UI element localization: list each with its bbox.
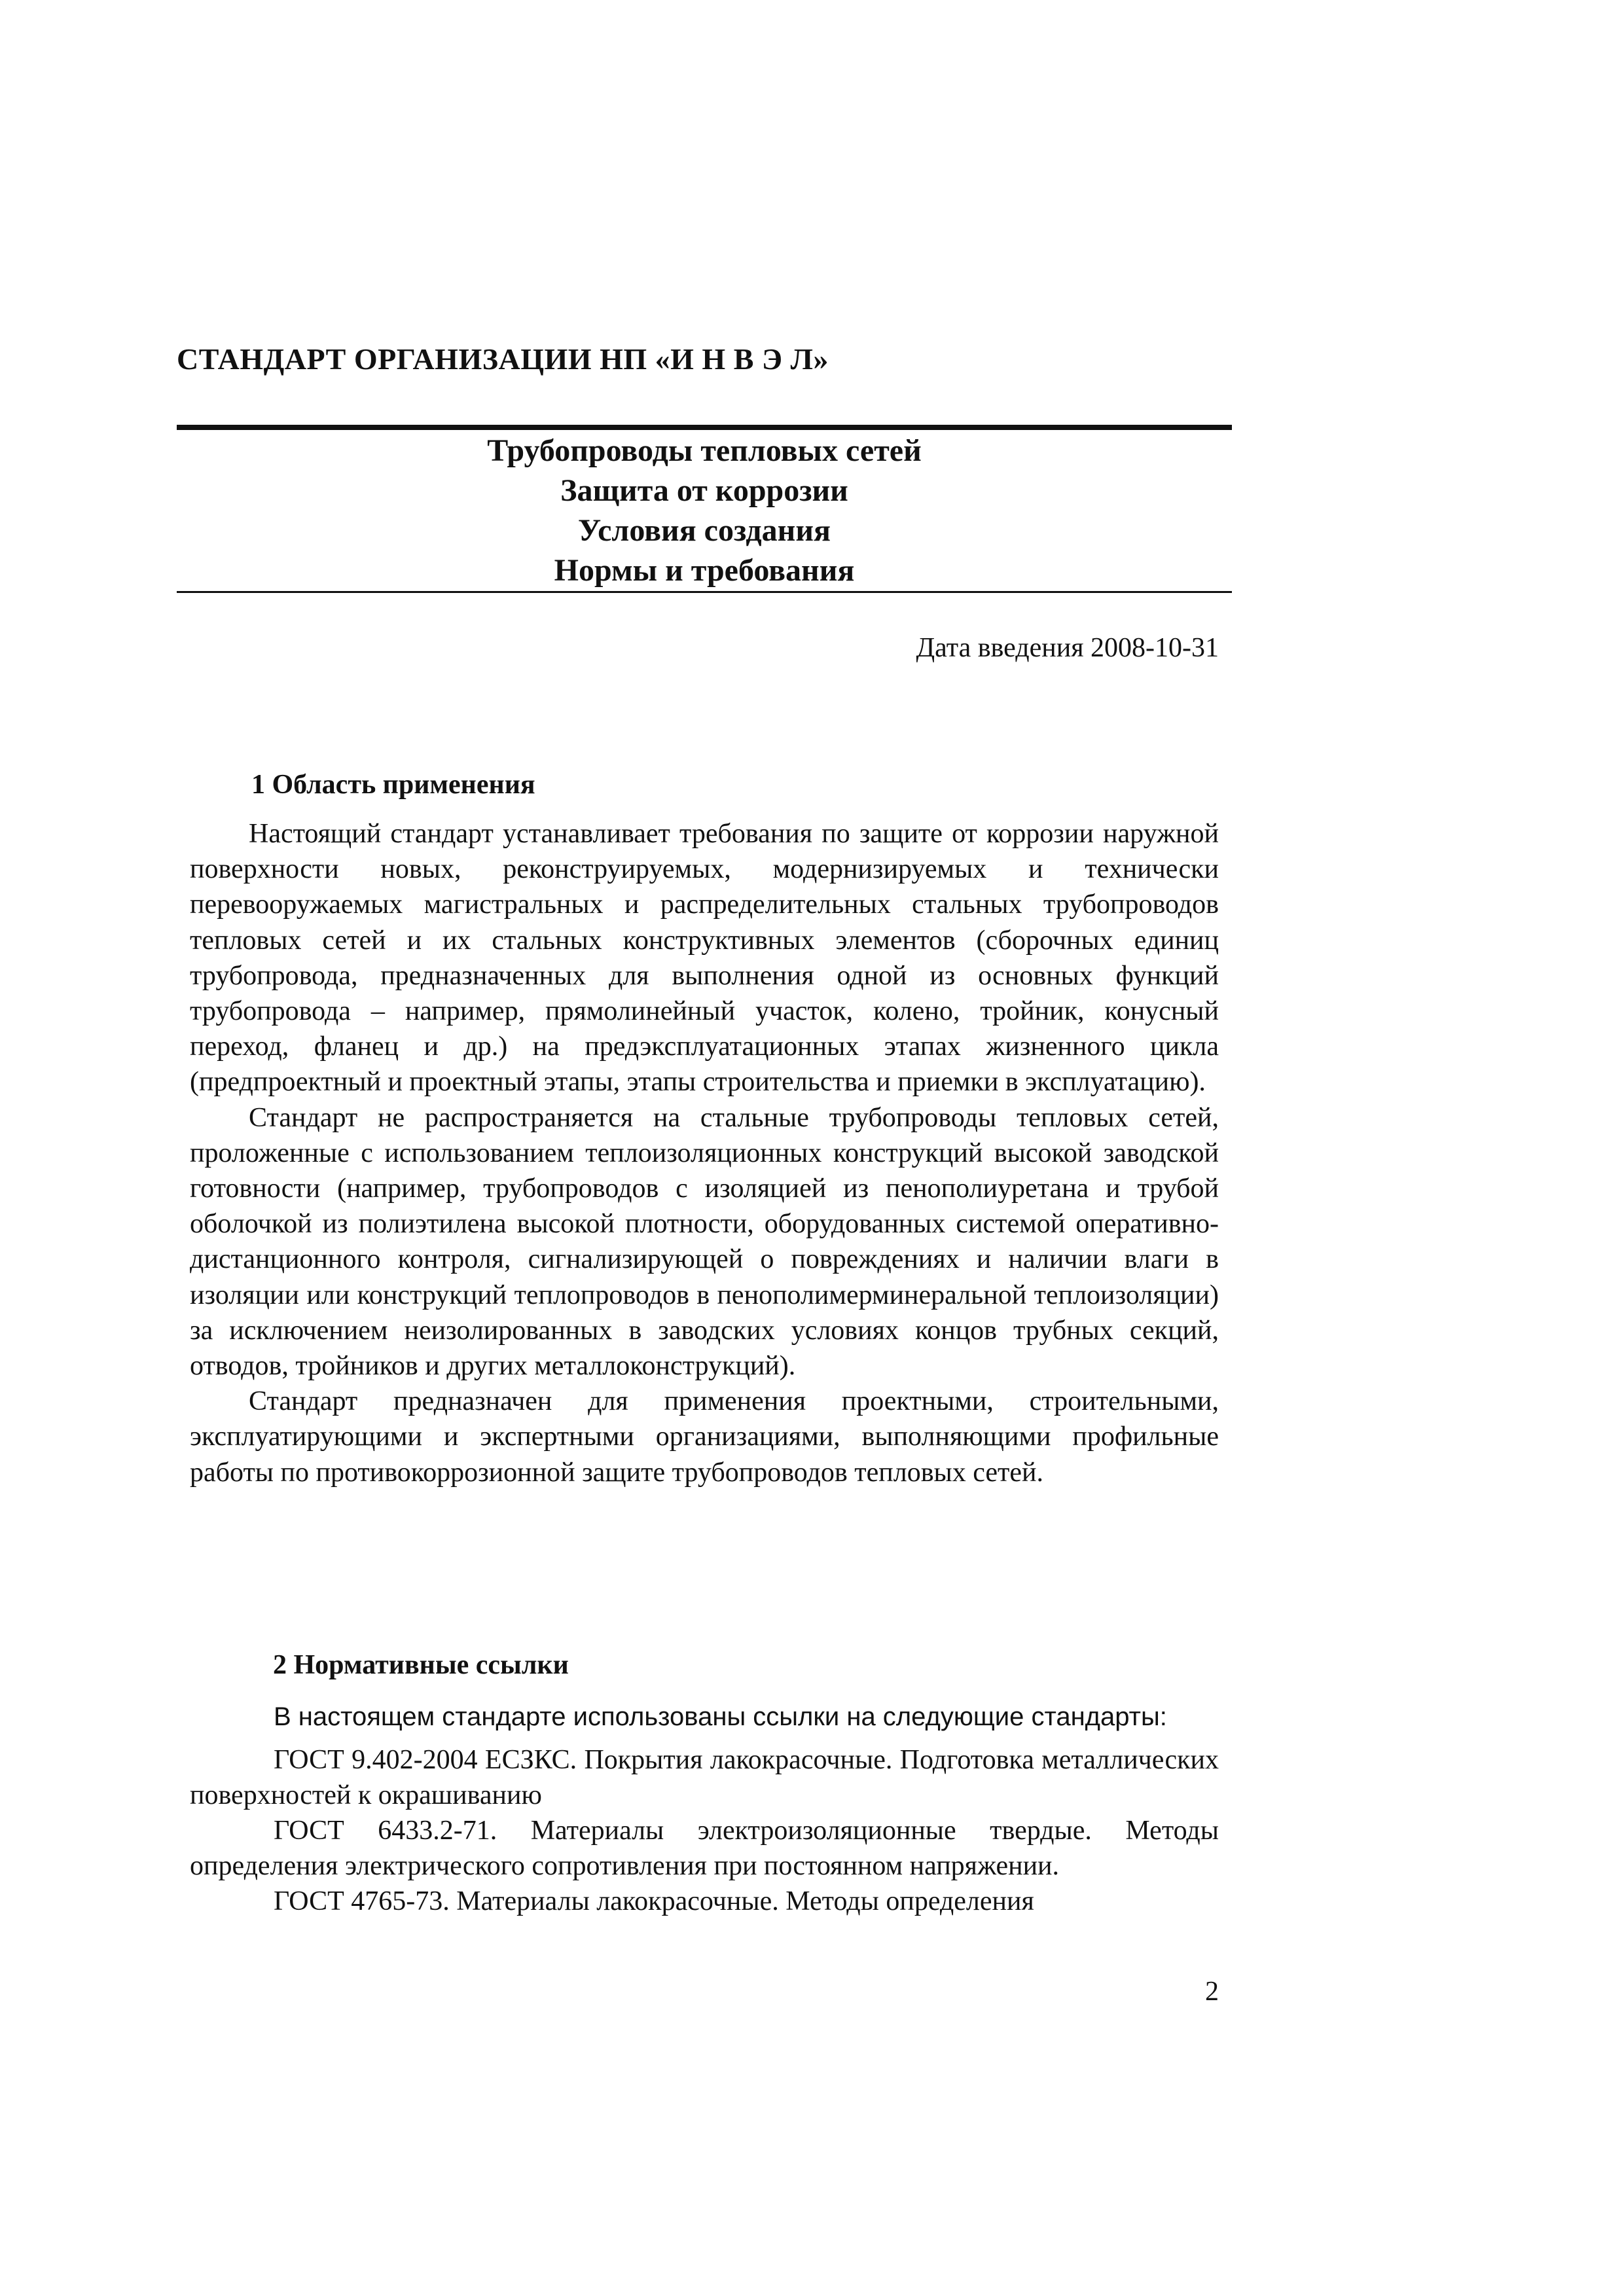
introduction-date: Дата введения 2008-10-31	[916, 633, 1219, 663]
document-title-line-3: Условия создания	[578, 513, 831, 548]
section-1-paragraph-3: Стандарт предназначен для применения проектными, строительными, эксплуатирующими и экспертными организациями, выполняющими профильные работы по противокоррозионной защите трубопроводов тепловых сетей.	[190, 1386, 1219, 1488]
document-title-line-1: Трубопроводы тепловых сетей	[487, 433, 922, 468]
reference-item: ГОСТ 4765-73. Материалы лакокрасочные. Методы определения	[274, 1886, 1034, 1916]
section-1-paragraph-1: Настоящий стандарт устанавливает требования по защите от коррозии наружной поверхности новых, реконструируемых, модернизируемых и технически перевооружаемых магистральных и распределительных стальных трубопроводов тепловых сетей и их стальных конструктивных элементов (сборочных единиц трубопровода, предназначенных для выполнения одной из основных функций трубопровода – например, прямолинейный участок, колено, тройник, конусный переход, фланец и др.) на предэксплуатационных этапах жизненного цикла (предпроектный и проектный этапы, этапы строительства и приемки в эксплуатацию).	[190, 819, 1219, 1098]
section-1-body	[190, 816, 1219, 1490]
section-1-heading: 1 Область применения	[251, 770, 535, 800]
reference-item: ГОСТ 6433.2-71. Материалы электроизоляционные твердые. Методы определения электрического сопротивления при постоянном напряжении.	[190, 1816, 1219, 1881]
reference-item: ГОСТ 9.402-2004 ЕСЗКС. Покрытия лакокрасочные. Подготовка металлических поверхностей к окрашиванию	[190, 1745, 1219, 1810]
document-title-line-4: Нормы и требования	[554, 553, 855, 588]
section-2-lead: В настоящем стандарте использованы ссылки на следующие стандарты:	[274, 1702, 1167, 1731]
section-1-paragraph-2: Стандарт не распространяется на стальные трубопроводы тепловых сетей, проложенные с использованием теплоизоляционных конструкций высокой заводской готовности (например, трубопроводов с изоляцией из пенополиуретана и трубой оболочкой из полиэтилена высокой плотности, оборудованных системой оперативно-дистанционного контроля, сигнализирующей о повреждениях и наличии влаги в изоляции или конструкций теплопроводов в пенополимерминеральной теплоизоляции) за исключением неизолированных в заводских условиях концов трубных секций, отводов, тройников и других металлоконструкций).	[190, 1102, 1219, 1382]
document-title-block	[177, 431, 1232, 590]
title-top-rule	[177, 425, 1232, 430]
title-bottom-rule	[177, 591, 1232, 593]
document-title-line-2: Защита от коррозии	[560, 473, 848, 508]
organization-standard-title: СТАНДАРТ ОРГАНИЗАЦИИ НП «И Н В Э Л»	[177, 342, 829, 376]
page-number: 2	[1205, 1977, 1219, 2007]
section-2-body	[190, 1699, 1219, 1919]
section-2-heading: 2 Нормативные ссылки	[273, 1650, 569, 1680]
